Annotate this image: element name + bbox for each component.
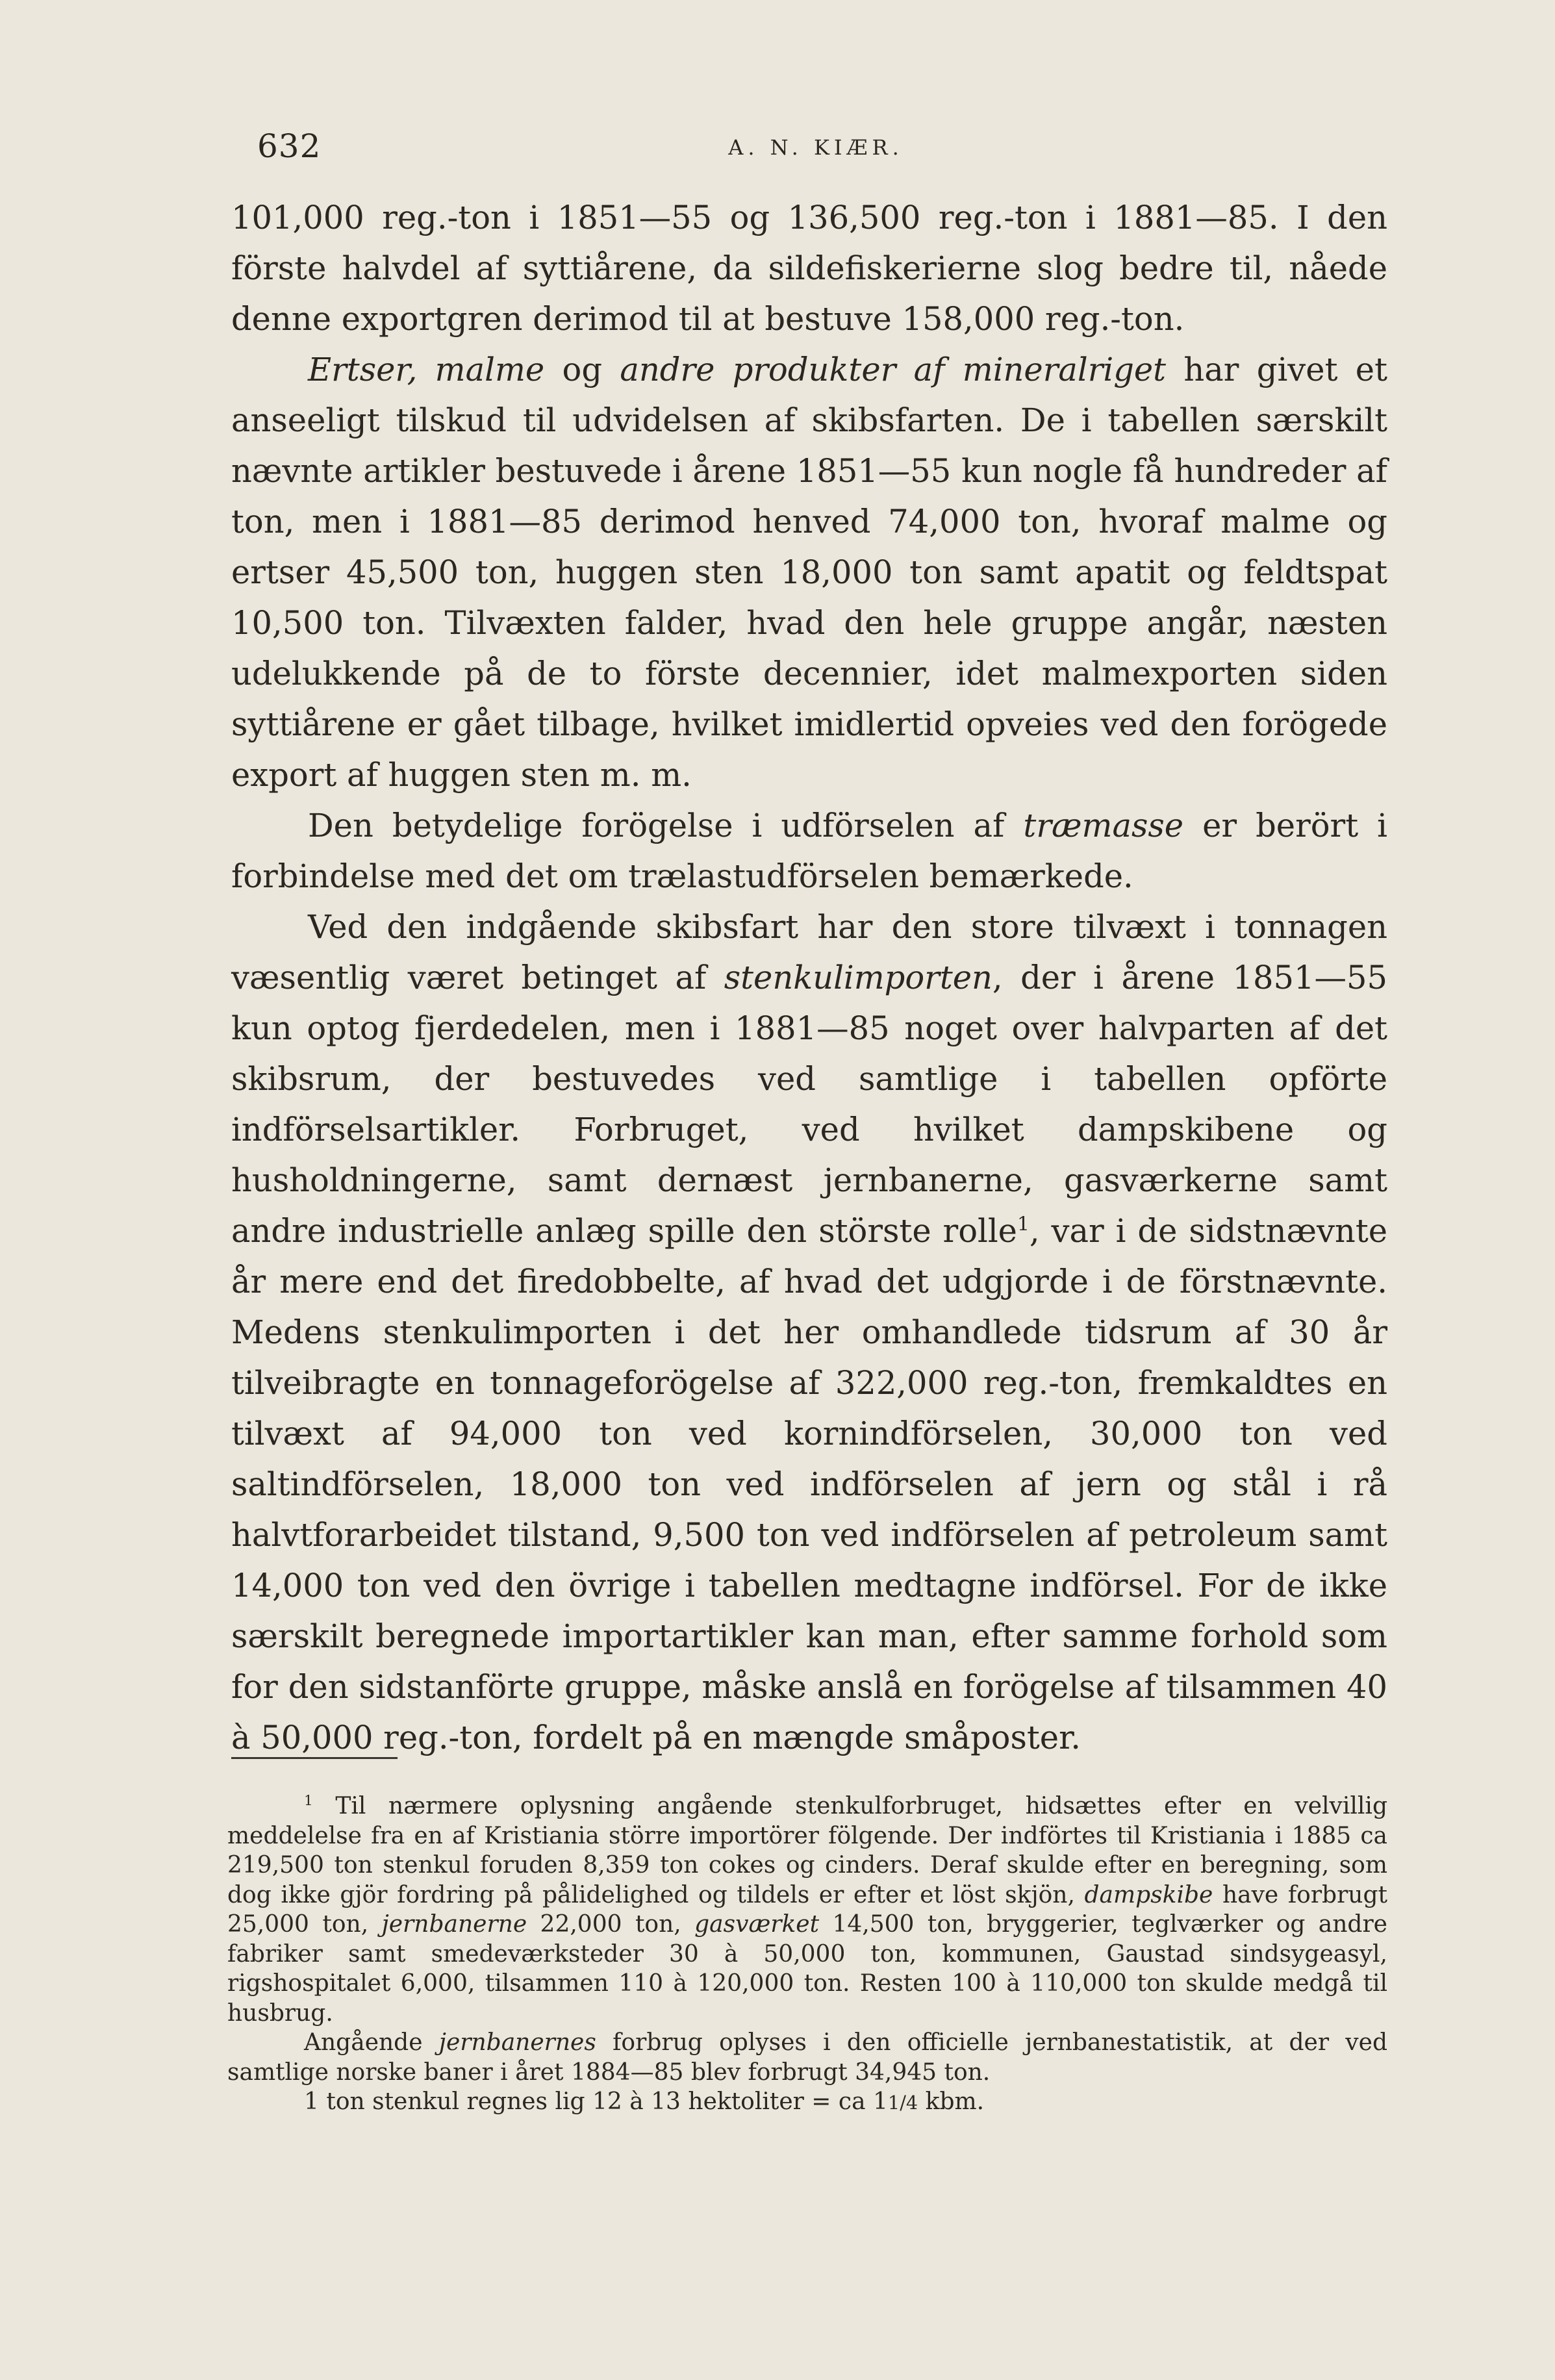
footnotes: [227, 1791, 1387, 2118]
paragraph-4: Ved den indgående skibsfart har den store tilvæxt i tonnagen væsentlig været betinget af stenkulimporten, der i årene 1851—55 kun optog fjerdedelen, men i 1881—85 noget over halvparten af det skibsrum, der bestuvedes ved samtlige i tabellen opförte indförselsartikler. Forbruget, ved hvilket dampskibene og husholdningerne, samt dernæst jernbanerne, gasværkerne samt andre industrielle anlæg spille den störste rolle$^1$, var i de sidstnævnte år mere end det firedobbelte, af hvad det udgjorde i de förstnævnte. Medens stenkulimporten i det her omhandlede tidsrum af 30 år tilveibragte en tonnageforögelse af 322,000 reg.-ton, fremkaldtes en tilvæxt af 94,000 ton ved kornindförselen, 30,000 ton ved saltindförselen, 18,000 ton ved indförselen af jern og stål i rå halvtforarbeidet tilstand, 9,500 ton ved indförselen af petroleum samt 14,000 ton ved den övrige i tabellen medtagne indförsel. For de ikke særskilt beregnede importartikler kan man, efter samme forhold som for den sidstanförte gruppe, måske anslå en forögelse af tilsammen 40 à 50,000 reg.-ton, fordelt på en mængde småposter.: [231, 908, 1388, 1756]
body-text: [231, 192, 1387, 1763]
footnote-1-continued: Angående jernbanernes forbrug oplyses i den officielle jernbanestatistik, at der ved samtlige norske baner i året 1884—85 blev forbrugt 34,945 ton.: [227, 2029, 1387, 2086]
page-header: [231, 127, 1400, 173]
emphasis-mineralriget: andre produkter af mineralriget: [620, 351, 1167, 388]
paragraph-3: Den betydelige forögelse i udförselen af træmasse er berört i forbindelse med det om trælastudförselen bemærkede.: [231, 807, 1387, 895]
footnote-reference[interactable]: 1: [1017, 1213, 1030, 1236]
paragraph-2: Ertser, malme og andre produkter af mineralriget har givet et anseeligt tilskud til udvidelsen af skibsfarten. De i tabellen særskilt nævnte artikler bestuvede i årene 1851—55 kun nogle få hundreder af ton, men i 1881—85 derimod henved 74,000 ton, hvoraf malme og ertser 45,500 ton, huggen sten 18,000 ton samt apatit og feldtspat 10,500 ton. Tilvæxten falder, hvad den hele gruppe angår, næsten udelukkende på de to förste decennier, idet malmexporten siden syttiårene er gået tilbage, hvilket imidlertid opveies ved den forögede export af huggen sten m. m.: [231, 351, 1387, 794]
footnote-divider: [231, 1757, 398, 1759]
footnote-1-conversion: 1 ton stenkul regnes lig 12 à 13 hektoliter = ca 11/4 kbm.: [304, 2088, 985, 2115]
emphasis-ertser-malme: Ertser, malme: [308, 351, 545, 388]
paragraph-1: 101,000 reg.-ton i 1851—55 og 136,500 reg.-ton i 1881—85. I den förste halvdel af syttiårene, da sildefiskerierne slog bedre til, nåede denne exportgren derimod til at bestuve 158,000 reg.-ton.: [231, 199, 1387, 338]
fraction: 1/4: [887, 2092, 918, 2114]
running-head: A. N. KIÆR.: [728, 135, 904, 160]
page-number: 632: [257, 127, 322, 165]
footnote-1: $^1$ Til nærmere oplysning angående stenkulforbruget, hidsættes efter en velvillig meddelelse fra en af Kristiania större importörer fölgende. Der indförtes til Kristiania i 1885 ca 219,500 ton stenkul foruden 8,359 ton cokes og cinders. Deraf skulde efter en beregning, som dog ikke gjör fordring på pålidelighed og tildels er efter et löst skjön, dampskibe have forbrugt 25,000 ton, jernbanerne 22,000 ton, gasværket 14,500 ton, bryggerier, teglværker og andre fabriker samt smedeværksteder 30 à 50,000 ton, kommunen, Gaustad sindsygeasyl, rigshospitalet 6,000, tilsammen 110 à 120,000 ton. Resten 100 à 110,000 ton skulde medgå til husbrug.: [227, 1793, 1387, 2027]
emphasis-stenkulimporten: stenkulimporten: [724, 959, 992, 996]
footnote-marker: 1: [304, 1793, 313, 1809]
emphasis-traemasse: træmasse: [1023, 807, 1184, 844]
